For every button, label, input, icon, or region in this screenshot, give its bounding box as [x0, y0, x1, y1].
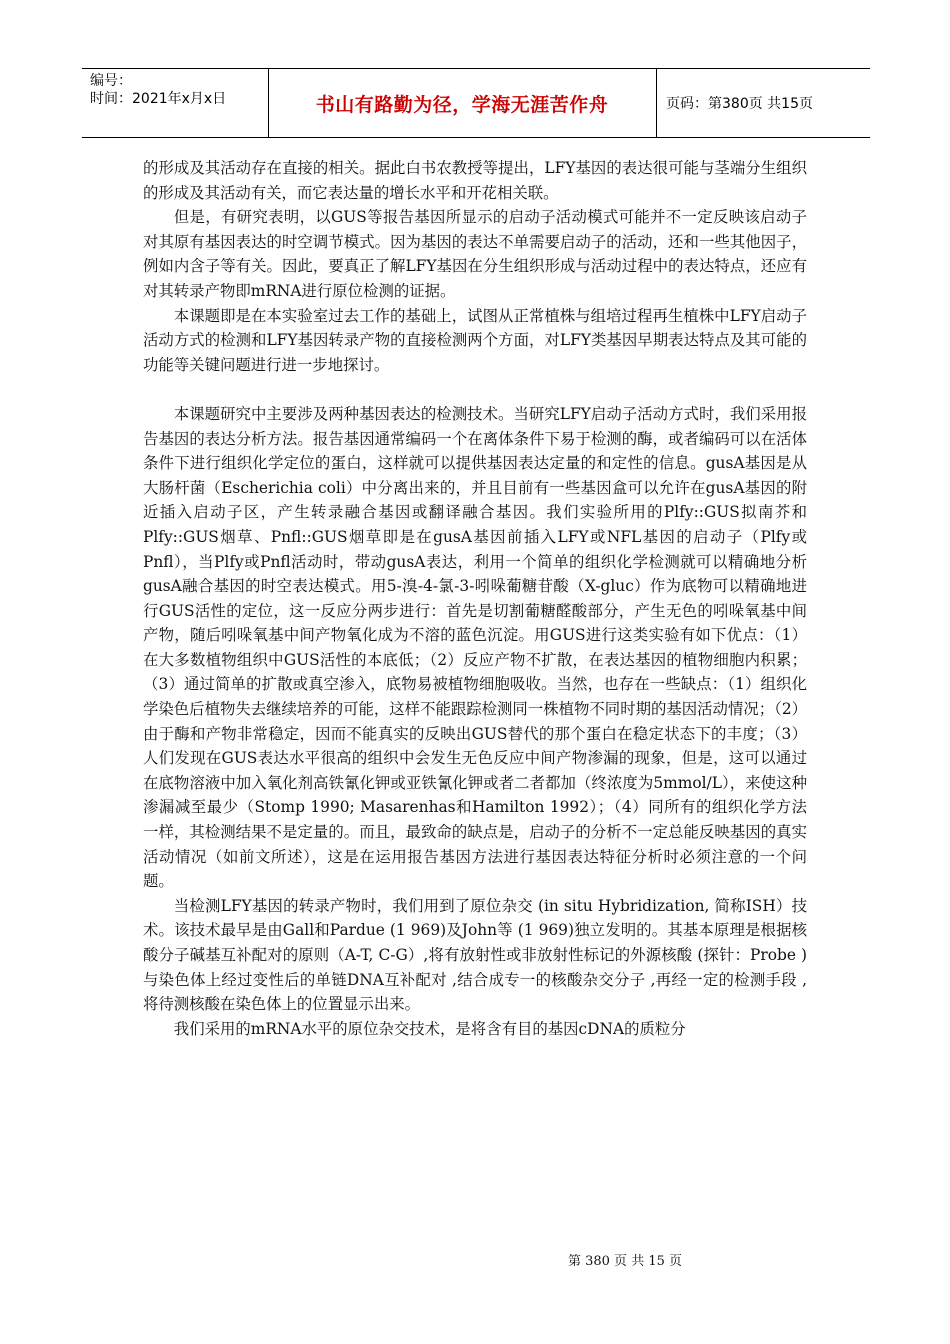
document-body	[143, 156, 807, 1041]
page-header	[82, 68, 870, 138]
header-meta	[90, 72, 268, 108]
paragraph-gap	[143, 377, 807, 402]
paragraph: 但是，有研究表明，以GUS等报告基因所显示的启动子活动模式可能并不一定反映该启动子对其原有基因表达的时空调节模式。因为基因的表达不单需要启动子的活动，还和一些其他因子，例如内含子等有关。因此，要真正了解LFY基因在分生组织形成与活动过程中的表达特点，还应有对其转录产物即mRNA进行原位检测的证据。	[143, 208, 807, 300]
paragraph: 本课题即是在本实验室过去工作的基础上，试图从正常植株与组培过程再生植株中LFY启动子活动方式的检测和LFY基因转录产物的直接检测两个方面，对LFY类基因早期表达特点及其可能的功能等关键问题进行进一步地探讨。	[143, 306, 807, 374]
header-number: 编号：	[90, 73, 132, 89]
header-date: 时间：2021年x月x日	[90, 91, 227, 107]
paragraph: 的形成及其活动存在直接的相关。据此白书农教授等提出，LFY基因的表达很可能与茎端分生组织的形成及其活动有关，而它表达量的增长水平和开花相关联。	[143, 159, 807, 202]
paragraph: 当检测LFY基因的转录产物时，我们用到了原位杂交 (in situ Hybridization, 简称ISH）技术。该技术最早是由Gall和Pardue (1 969)及John等 (1 969)独立发明的。其基本原理是根据核酸分子碱基互补配对的原则（A-T, C-G）,将有放射性或非放射性标记的外源核酸 (探针：Probe )与染色体上经过变性后的单链DNA互补配对 ,结合成专一的核酸杂交分子 ,再经一定的检测手段 ,将待测核酸在染色体上的位置显示出来。	[143, 896, 807, 1014]
page-footer: 第 380 页 共 15 页	[567, 1254, 683, 1269]
header-divider	[268, 69, 269, 137]
paragraph: 本课题研究中主要涉及两种基因表达的检测技术。当研究LFY启动子活动方式时，我们采用报告基因的表达分析方法。报告基因通常编码一个在离体条件下易于检测的酶，或者编码可以在活体条件下进行组织化学定位的蛋白，这样就可以提供基因表达定量的和定性的信息。gusA基因是从大肠杆菌（Escherichia coli）中分离出来的，并且目前有一些基因盒可以允许在gusA基因的附近插入启动子区，产生转录融合基因或翻译融合基因。我们实验所用的Plfy::GUS拟南芥和Plfy::GUS烟草、Pnfl::GUS烟草即是在gusA基因前插入LFY或NFL基因的启动子（Plfy或Pnfl），当Plfy或Pnfl活动时，带动gusA表达，利用一个简单的组织化学检测就可以精确地分析gusA融合基因的时空表达模式。用5-溴-4-氯-3-吲哚葡糖苷酸（X-gluc）作为底物可以精确地进行GUS活性的定位，这一反应分两步进行：首先是切割葡糖醛酸部分，产生无色的吲哚氧基中间产物，随后吲哚氧基中间产物氧化成为不溶的蓝色沉淀。用GUS进行这类实验有如下优点：（1）在大多数植物组织中GUS活性的本底低；（2）反应产物不扩散，在表达基因的植物细胞内积累；（3）通过简单的扩散或真空渗入，底物易被植物细胞吸收。当然，也存在一些缺点：（1）组织化学染色后植物失去继续培养的可能，这样不能跟踪检测同一株植物不同时期的基因活动情况；（2）由于酶和产物非常稳定，因而不能真实的反映出GUS替代的那个蛋白在稳定状态下的丰度；（3）人们发现在GUS表达水平很高的组织中会发生无色反应中间产物渗漏的现象，但是，这可以通过在底物溶液中加入氧化剂高铁氰化钾或亚铁氰化钾或者二者都加（终浓度为5mmol/L），来使这种渗漏减至最少（Stomp 1990; Masarenhas和Hamilton 1992）；（4）同所有的组织化学方法一样，其检测结果不是定量的。而且，最致命的缺点是，启动子的分析不一定总能反映基因的真实活动情况（如前文所述），这是在运用报告基因方法进行基因表达特征分析时必须注意的一个问题。	[143, 404, 807, 891]
header-page-info: 页码：第380页 共15页	[666, 96, 813, 112]
header-divider	[656, 69, 657, 137]
paragraph: 我们采用的mRNA水平的原位杂交技术，是将含有目的基因cDNA的质粒分	[173, 1019, 686, 1038]
header-motto: 书山有路勤为径，学海无涯苦作舟	[315, 93, 609, 116]
